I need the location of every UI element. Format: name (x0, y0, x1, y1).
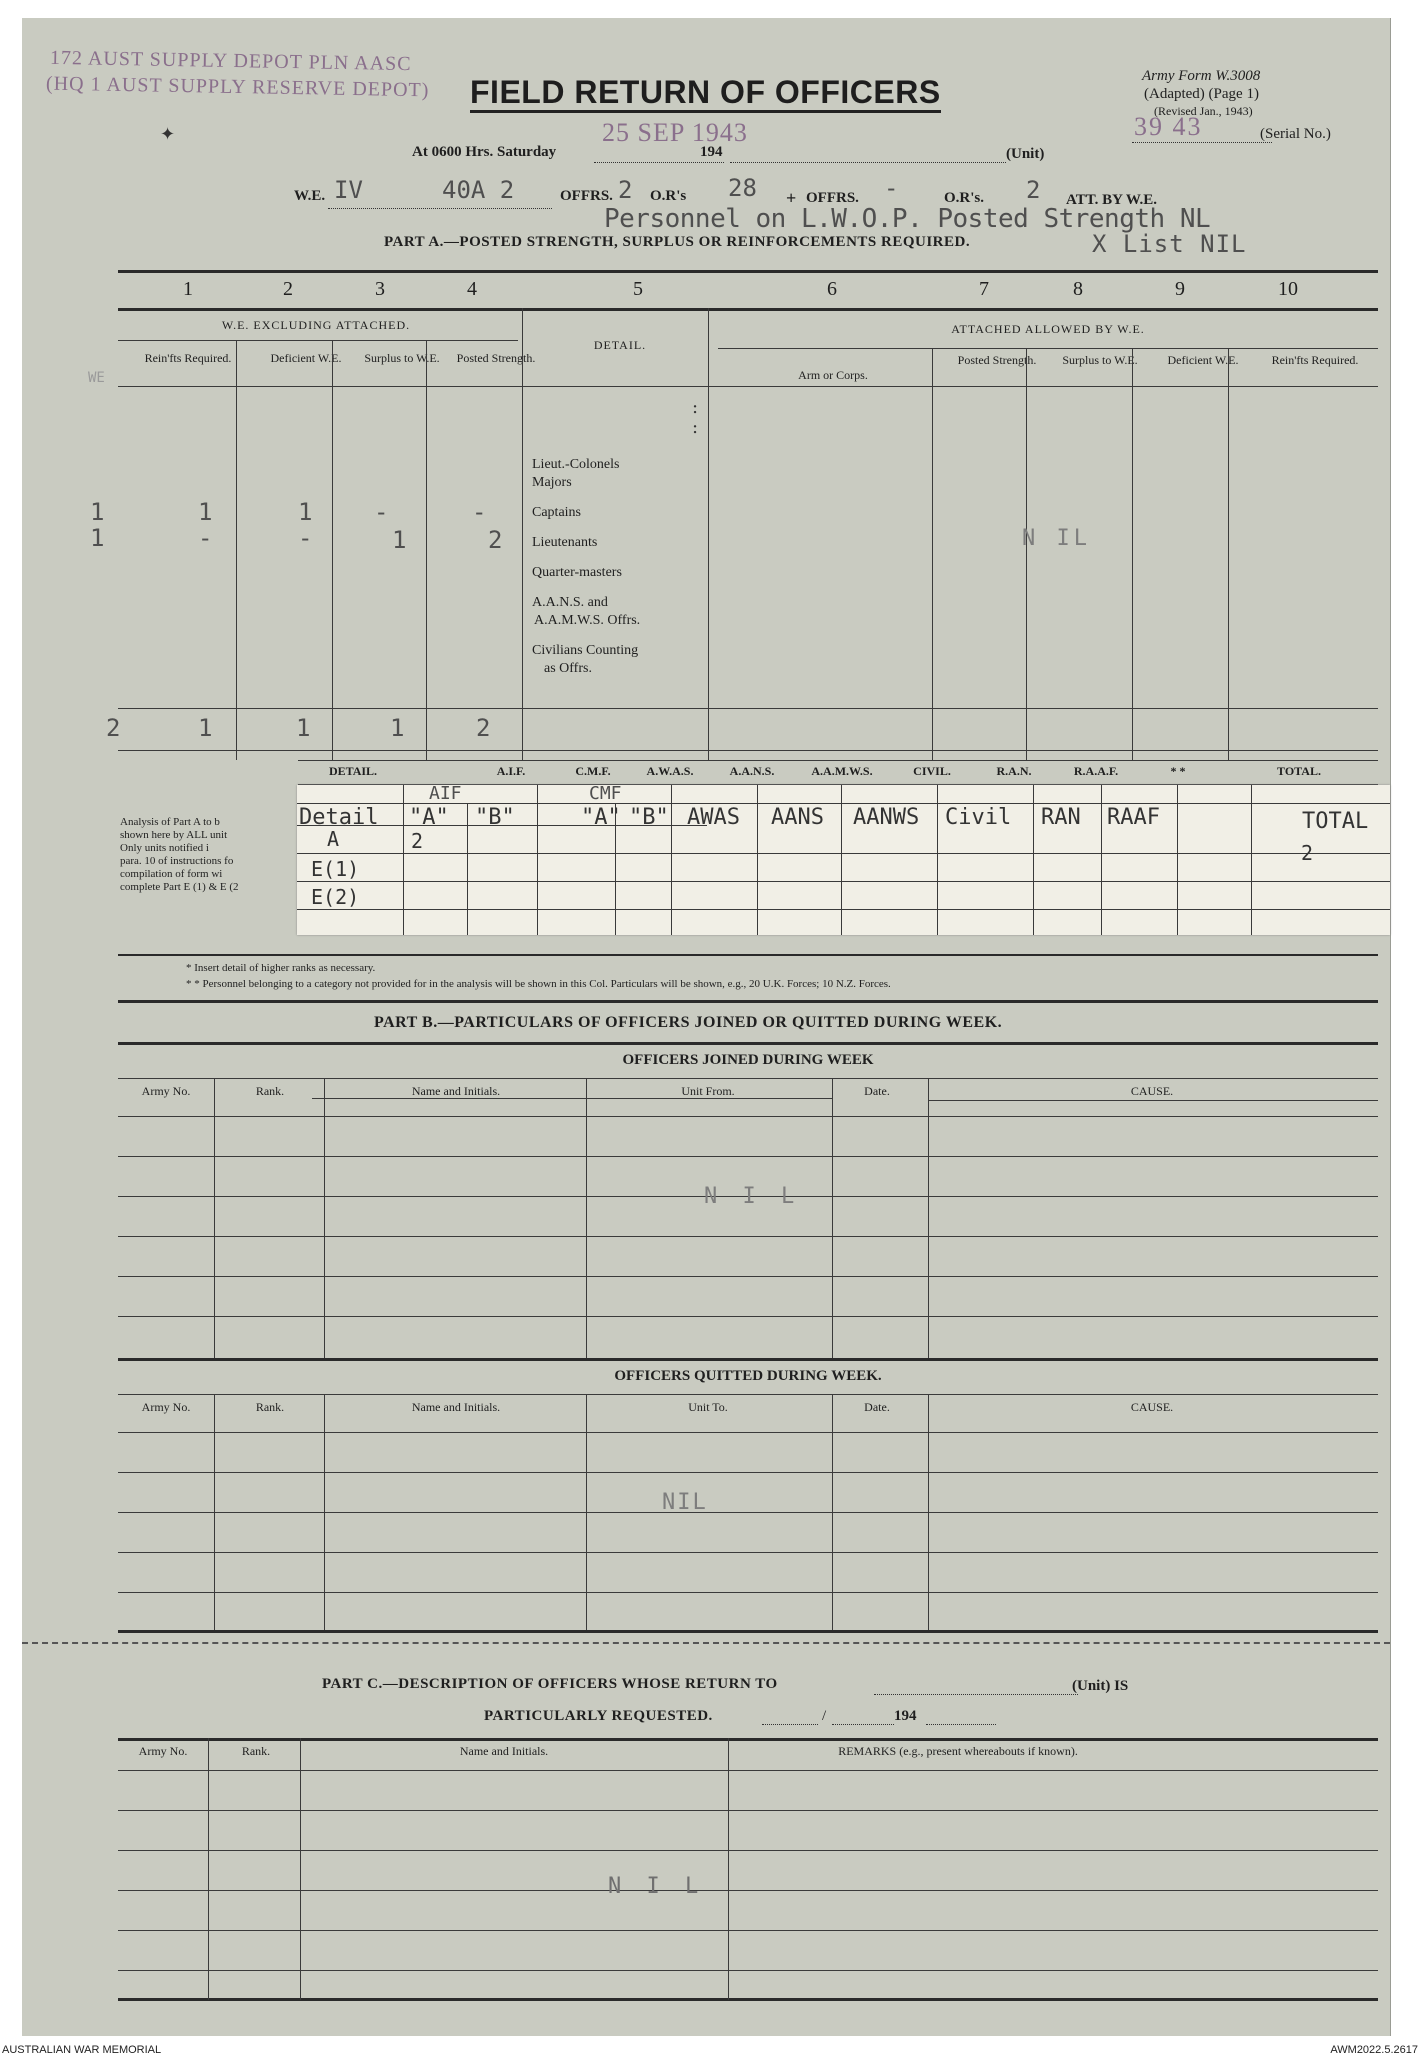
joined-nil: N I L (704, 1184, 801, 1209)
attached-allowed-header: ATTACHED ALLOWED BY W.E. (951, 322, 1145, 336)
form-revised: (Revised Jan., 1943) (1154, 104, 1253, 118)
surplus-we-header: Surplus to W.E. (364, 351, 440, 365)
rank-list (532, 456, 640, 678)
lieutenants-deficient: - (298, 524, 313, 552)
margin-value-captains: 1 (90, 498, 105, 526)
offrs2-label: OFFRS. (806, 190, 859, 206)
rank-majors: Majors (532, 475, 572, 490)
captains-posted: - (472, 498, 487, 526)
we-margin-note: WE (88, 370, 105, 386)
typed-x-list: X List NIL (1092, 230, 1247, 258)
typed-personnel-note: Personnel on L.W.O.P. Posted Strength NL (604, 204, 1211, 234)
part-c-heading-2: PARTICULARLY REQUESTED. (484, 1708, 713, 1724)
total-surplus: 1 (390, 714, 405, 742)
card-cmf-label: CMF (589, 783, 622, 804)
date-stamp: 25 SEP 1943 (602, 118, 748, 147)
footer-right: AWM2022.5.2617 (1330, 2044, 1418, 2056)
margin-value-lieutenants: 1 (90, 524, 105, 552)
rank-captains: Captains (532, 505, 581, 520)
lieutenants-posted: 2 (488, 526, 503, 554)
posted-strength-header: Posted Strength. (456, 351, 536, 365)
we-label: W.E. (294, 188, 326, 204)
we-excluding-attached-header: W.E. EXCLUDING ATTACHED. (221, 318, 411, 332)
we-value-2: 40A 2 (442, 176, 515, 204)
unit-stamp-line2: (HQ 1 AUST SUPPLY RESERVE DEPOT) (45, 72, 430, 102)
quitted-title: OFFICERS QUITTED DURING WEEK. (614, 1368, 882, 1384)
deficient-we-header: Deficient W.E. (270, 351, 342, 365)
card-row-e1: E(1) (311, 857, 360, 881)
plus-sign: + (786, 188, 797, 208)
ors2-value: 2 (1026, 176, 1041, 204)
ors2-label: O.R's. (944, 190, 985, 206)
footnote-1: * Insert detail of higher ranks as necessary. (186, 962, 376, 974)
part-a-heading: PART A.—POSTED STRENGTH, SURPLUS OR REINFORCEMENTS REQUIRED. (384, 234, 971, 250)
part-c-year: 194 (894, 1708, 917, 1724)
footer-left: AUSTRALIAN WAR MEMORIAL (2, 2044, 162, 2056)
part-b-heading: PART B.—PARTICULARS OF OFFICERS JOINED OR QUITTED DURING WEEK. (374, 1014, 1003, 1031)
attached-posted-strength-header: Posted Strength. (957, 353, 1037, 367)
total-reinfts: 1 (198, 714, 213, 742)
rank-civilians: Civilians Counting (532, 643, 639, 658)
card-row-a-total: 2 (1301, 841, 1314, 865)
at-hours-label: At 0600 Hrs. Saturday (412, 144, 557, 160)
analysis-note: Analysis of Part A to b shown here by ALL unit Only units notified i para. 10 of instructions fo compilation of form wi complete Part E (1) & E (2 (120, 816, 239, 893)
card-row-a: A (327, 827, 340, 851)
captains-surplus: - (374, 498, 389, 526)
total-posted: 2 (476, 714, 491, 742)
perforation-line (22, 1642, 1390, 1644)
part-c-headers: Army No. Rank. Name and Initials. REMARKS (e.g., present whereabouts if known). (138, 1744, 1078, 1758)
reinfts-required-header: Rein'fts Required. (144, 351, 232, 365)
rank-quarter-masters: Quarter-masters (532, 565, 622, 580)
card-header-row: Detail "A" "B" "A" "B" AWAS AANS AANWS Civil RAN RAAF TOTAL (299, 805, 1369, 834)
punch-mark-icon: ✦ (160, 124, 176, 145)
rank-aans: A.A.N.S. and (532, 595, 608, 610)
totals-margin: 2 (106, 714, 121, 742)
attached-deficient-header: Deficient W.E. (1167, 353, 1239, 367)
part-c-nil: N I L (608, 1874, 705, 1899)
joined-headers: Army No. Rank. Name and Initials. Unit From. Date. CAUSE. (141, 1084, 1174, 1098)
total-deficient: 1 (296, 714, 311, 742)
captains-deficient: 1 (298, 498, 313, 526)
attached-surplus-header: Surplus to W.E. (1062, 353, 1138, 367)
detail-header: DETAIL. (593, 338, 647, 352)
footnote-2: * * Personnel belonging to a category not provided for in the analysis will be shown in this Col. Particulars will be shown, e.g., 20 U.K. Forces; 10 N.Z. Forces. (186, 978, 891, 990)
part-c-heading-1: PART C.—DESCRIPTION OF OFFICERS WHOSE RETURN TO (322, 1676, 778, 1692)
form-title: FIELD RETURN OF OFFICERS (470, 74, 941, 113)
rank-lieutenants: Lieutenants (532, 535, 598, 550)
rank-as-offrs: as Offrs. (544, 661, 592, 676)
analysis-typed-card (297, 785, 1390, 935)
serial-number-value: 39 43 (1134, 112, 1203, 141)
quitted-nil: NIL (662, 1490, 708, 1515)
offrs2-value: - (884, 174, 899, 202)
lieutenants-surplus: 1 (392, 526, 407, 554)
ors-label: O.R's (650, 188, 687, 204)
analysis-headers: DETAIL. A.I.F. C.M.F. A.W.A.S. A.A.N.S. A.A.M.W.S. CIVIL. R.A.N. R.A.A.F. * * TOTAL. (328, 764, 1321, 778)
unit-label: (Unit) (1006, 146, 1045, 162)
ors-value: 28 (728, 174, 757, 202)
card-aif-label: AIF (429, 783, 462, 804)
year-label: 194 (700, 144, 723, 160)
quitted-headers: Army No. Rank. Name and Initials. Unit To. Date. CAUSE. (141, 1400, 1174, 1414)
attached-nil: N IL (1022, 526, 1091, 551)
card-row-e2: E(2) (311, 885, 360, 909)
column-numbers: 1 2 3 4 5 6 7 8 9 10 (183, 278, 1298, 300)
army-form-number: Army Form W.3008 (1142, 68, 1261, 84)
arm-or-corps-header: Arm or Corps. (798, 368, 868, 382)
offrs-label: OFFRS. (560, 188, 613, 204)
card-row-a-aif-a: 2 (411, 829, 424, 853)
rank-lieut-colonels: Lieut.-Colonels (532, 457, 620, 472)
form-adapted: (Adapted) (Page 1) (1144, 86, 1259, 102)
we-value-1: IV (334, 176, 363, 204)
part-c-date-slash: / (822, 1708, 827, 1724)
rank-aamws: A.A.M.W.S. Offrs. (534, 613, 641, 628)
lieutenants-reinfts: - (198, 524, 213, 552)
offrs-value: 2 (618, 176, 633, 204)
joined-title: OFFICERS JOINED DURING WEEK (622, 1052, 874, 1068)
att-by-we-label: ATT. BY W.E. (1066, 192, 1158, 208)
serial-label: (Serial No.) (1260, 126, 1331, 142)
captains-reinfts: 1 (198, 498, 213, 526)
unit-stamp-line1: 172 AUST SUPPLY DEPOT PLN AASC (49, 46, 412, 76)
form-sheet (22, 18, 1391, 2036)
attached-reinfts-header: Rein'fts Required. (1271, 353, 1359, 367)
colon-mark: : : (692, 397, 699, 438)
part-c-unit-is: (Unit) IS (1072, 1678, 1129, 1694)
